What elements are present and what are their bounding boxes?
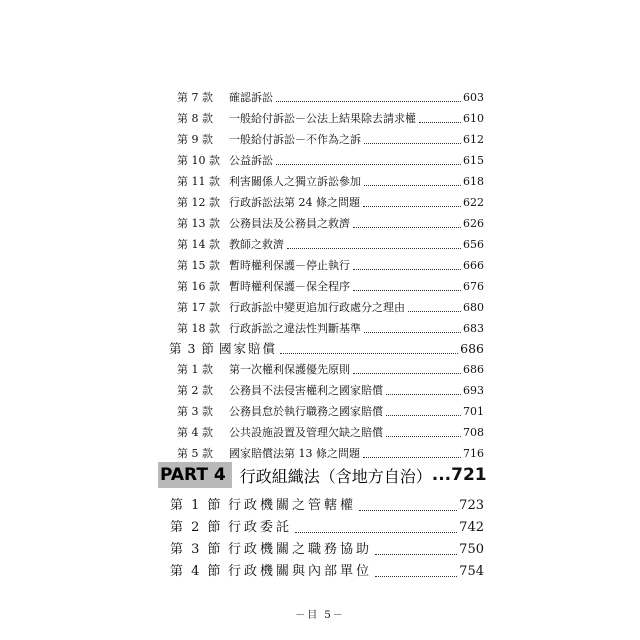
dot-leader — [359, 510, 457, 511]
entry-number: 第 11 款 — [177, 175, 220, 188]
entry-page: 610 — [463, 112, 484, 125]
page-footer: －目 5－ — [295, 610, 345, 621]
section-title: 行政機關之管轄權 — [228, 498, 357, 513]
entry-number: 第 2 款 — [177, 384, 213, 397]
dot-leader — [364, 143, 461, 144]
toc-entry — [177, 257, 484, 273]
section-number: 第 3 節 — [170, 542, 223, 557]
entry-title: 國家賠償法第 13 條之問題 — [229, 447, 360, 460]
section-number: 第 4 節 — [170, 564, 223, 579]
entry-page: 622 — [463, 196, 484, 209]
entry-page: 666 — [463, 259, 484, 272]
section-page: 750 — [459, 542, 484, 557]
section-page: 723 — [459, 498, 484, 513]
entry-page: 615 — [463, 154, 484, 167]
entry-number: 第 3 款 — [177, 405, 213, 418]
section-title: 國家賠償 — [219, 341, 278, 356]
toc-entry — [177, 320, 484, 336]
dot-leader — [419, 122, 461, 123]
entry-title: 第一次權利保護優先原則 — [229, 363, 350, 376]
part-dots: ... — [431, 465, 452, 485]
toc-section-heading — [170, 516, 484, 536]
entry-title: 確認訴訟 — [229, 91, 273, 104]
entry-title: 行政訴訟法第 24 條之問題 — [229, 196, 360, 209]
toc-entry — [177, 382, 484, 398]
entry-number: 第 8 款 — [177, 112, 213, 125]
toc-entry — [177, 194, 484, 210]
toc-entry — [177, 424, 484, 440]
entry-number: 第 17 款 — [177, 301, 220, 314]
entry-title: 公務員怠於執行職務之國家賠償 — [229, 405, 383, 418]
entry-page: 693 — [463, 384, 484, 397]
dot-leader — [280, 353, 458, 354]
entry-page: 603 — [463, 91, 484, 104]
part-page: 721 — [451, 465, 487, 485]
entry-title: 公務員不法侵害權利之國家賠償 — [229, 384, 383, 397]
entry-number: 第 5 款 — [177, 447, 213, 460]
entry-page: 656 — [463, 238, 484, 251]
entry-number: 第 14 款 — [177, 238, 220, 251]
entry-page: 680 — [463, 301, 484, 314]
entry-number: 第 18 款 — [177, 322, 220, 335]
entry-number: 第 12 款 — [177, 196, 220, 209]
dot-leader — [375, 554, 457, 555]
section-number: 第 1 節 — [170, 498, 223, 513]
part-heading — [158, 462, 487, 488]
entry-page: 626 — [463, 217, 484, 230]
entry-number: 第 9 款 — [177, 133, 213, 146]
entry-page: 612 — [463, 133, 484, 146]
entry-title: 公共設施設置及管理欠缺之賠償 — [229, 426, 383, 439]
toc-section-heading — [169, 339, 484, 357]
entry-title: 暫時權利保護－保全程序 — [229, 280, 350, 293]
section-title: 行政機關之職務協助 — [228, 542, 373, 557]
dot-leader — [276, 164, 461, 165]
dot-leader — [364, 185, 461, 186]
dot-leader — [363, 206, 461, 207]
entry-page: 686 — [463, 363, 484, 376]
entry-title: 一般給付訴訟－公法上結果除去請求權 — [229, 112, 416, 125]
dot-leader — [386, 394, 461, 395]
entry-page: 676 — [463, 280, 484, 293]
toc-entry — [177, 152, 484, 168]
part-title: 行政組織法（含地方自治） — [239, 466, 432, 486]
entry-title: 行政訴訟中變更追加行政處分之理由 — [229, 301, 405, 314]
toc-entry — [177, 173, 484, 189]
toc-entry — [177, 89, 484, 105]
toc-entry — [177, 445, 484, 461]
section-title: 行政機關與內部單位 — [228, 564, 373, 579]
section-page: 742 — [459, 520, 484, 535]
toc-entry — [177, 361, 484, 377]
section-number: 第 2 節 — [170, 520, 223, 535]
dot-leader — [363, 457, 461, 458]
section-page: 754 — [459, 564, 484, 579]
toc-entry — [177, 236, 484, 252]
entry-number: 第 10 款 — [177, 154, 220, 167]
entry-page: 701 — [463, 405, 484, 418]
entry-page: 708 — [463, 426, 484, 439]
entry-number: 第 15 款 — [177, 259, 220, 272]
part-label: PART 4 — [158, 462, 232, 488]
entry-title: 暫時權利保護－停止執行 — [229, 259, 350, 272]
dot-leader — [353, 269, 461, 270]
toc-entry — [177, 215, 484, 231]
entry-number: 第 1 款 — [177, 363, 213, 376]
toc-entry — [177, 110, 484, 126]
toc-section-heading — [170, 560, 484, 580]
toc-entry — [177, 131, 484, 147]
entry-number: 第 13 款 — [177, 217, 220, 230]
dot-leader — [353, 290, 461, 291]
entry-title: 教師之救濟 — [229, 238, 284, 251]
dot-leader — [353, 373, 461, 374]
dot-leader — [364, 332, 461, 333]
entry-number: 第 4 款 — [177, 426, 213, 439]
dot-leader — [386, 415, 461, 416]
dot-leader — [375, 576, 457, 577]
toc-entry — [177, 299, 484, 315]
dot-leader — [353, 227, 461, 228]
part-page-group — [432, 465, 487, 485]
section-title: 行政委託 — [228, 520, 293, 535]
dot-leader — [287, 248, 461, 249]
toc-section-heading — [170, 538, 484, 558]
dot-leader — [386, 436, 461, 437]
entry-page: 683 — [463, 322, 484, 335]
entry-title: 行政訴訟之違法性判斷基準 — [229, 322, 361, 335]
toc-section-heading — [170, 494, 484, 514]
entry-number: 第 7 款 — [177, 91, 213, 104]
entry-title: 一般給付訴訟－不作為之訴 — [229, 133, 361, 146]
section-number: 第 3 節 — [169, 341, 215, 356]
entry-number: 第 16 款 — [177, 280, 220, 293]
dot-leader — [276, 101, 461, 102]
dot-leader — [295, 532, 457, 533]
toc-entry — [177, 278, 484, 294]
entry-page: 716 — [463, 447, 484, 460]
toc-entry — [177, 403, 484, 419]
dot-leader — [408, 311, 461, 312]
entry-title: 公務員法及公務員之救濟 — [229, 217, 350, 230]
section-page: 686 — [460, 341, 484, 356]
entry-page: 618 — [463, 175, 484, 188]
entry-title: 公益訴訟 — [229, 154, 273, 167]
entry-title: 利害關係人之獨立訴訟參加 — [229, 175, 361, 188]
